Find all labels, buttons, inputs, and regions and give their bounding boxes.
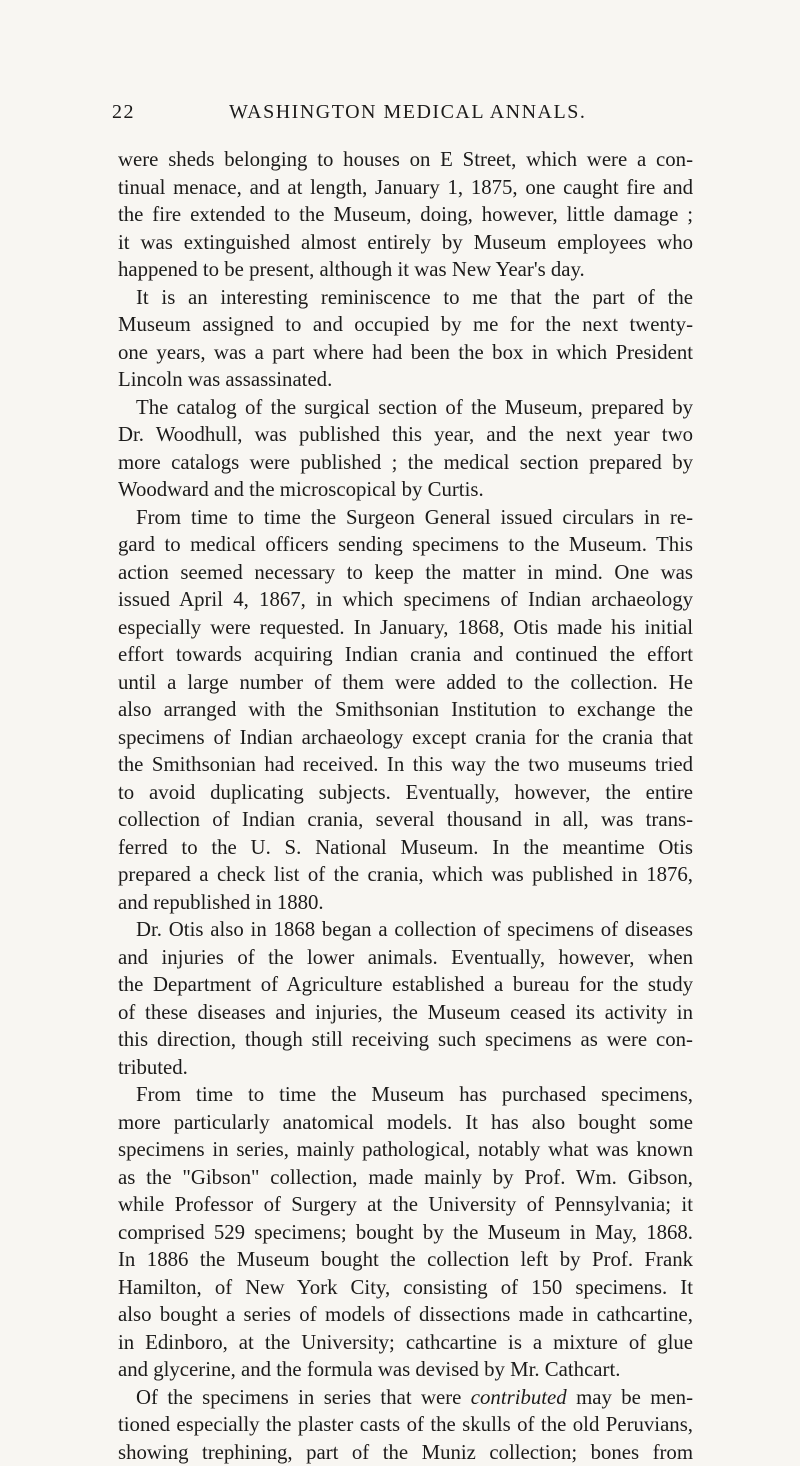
paragraph (118, 1384, 693, 1466)
text-line: It is an interesting reminiscence to me that the part of the (118, 284, 693, 312)
text-line: showing trephining, part of the Muniz collection; bones from (118, 1439, 693, 1466)
text-line: action seemed necessary to keep the matter in mind. One was (118, 559, 693, 587)
text-line: gard to medical officers sending specimens to the Museum. This (118, 531, 693, 559)
text-line: The catalog of the surgical section of the Museum, prepared by (118, 394, 693, 422)
text-line: tinual menace, and at length, January 1, 1875, one caught fire and (118, 174, 693, 202)
text-line: specimens of Indian archaeology except crania for the crania that (118, 724, 693, 752)
text-line: also bought a series of models of dissections made in cathcartine, (118, 1301, 693, 1329)
paragraph (118, 916, 693, 1081)
text-line: more particularly anatomical models. It has also bought some (118, 1109, 693, 1137)
text-line: the Smithsonian had received. In this way the two museums tried (118, 751, 693, 779)
text-line: this direction, though still receiving such specimens as were con- (118, 1026, 693, 1054)
text-line: prepared a check list of the crania, which was published in 1876, (118, 861, 693, 889)
text-line: more catalogs were published ; the medical section prepared by (118, 449, 693, 477)
paragraph (118, 1081, 693, 1384)
text-line: collection of Indian crania, several thousand in all, was trans- (118, 806, 693, 834)
text-line: Museum assigned to and occupied by me for the next twenty- (118, 311, 693, 339)
text-line: specimens in series, mainly pathological, notably what was known (118, 1136, 693, 1164)
paragraph (118, 394, 693, 504)
text-line: Woodward and the microscopical by Curtis. (118, 476, 693, 504)
text-line: were sheds belonging to houses on E Street, which were a con- (118, 146, 693, 174)
text-line: ferred to the U. S. National Museum. In the meantime Otis (118, 834, 693, 862)
text-line: it was extinguished almost entirely by Museum employees who (118, 229, 693, 257)
text-line: comprised 529 specimens; bought by the Museum in May, 1868. (118, 1219, 693, 1247)
text-line: and injuries of the lower animals. Eventually, however, when (118, 944, 693, 972)
text-line: the fire extended to the Museum, doing, however, little damage ; (118, 201, 693, 229)
text-line: From time to time the Museum has purchased specimens, (118, 1081, 693, 1109)
text-line: tributed. (118, 1054, 693, 1082)
emphasized-word: contributed (471, 1386, 567, 1409)
text-line: in Edinboro, at the University; cathcartine is a mixture of glue (118, 1329, 693, 1357)
text-line: Lincoln was assassinated. (118, 366, 693, 394)
text-line: one years, was a part where had been the box in which President (118, 339, 693, 367)
text-line: issued April 4, 1867, in which specimens of Indian archaeology (118, 586, 693, 614)
text-line: In 1886 the Museum bought the collection left by Prof. Frank (118, 1246, 693, 1274)
text-line: while Professor of Surgery at the University of Pennsylvania; it (118, 1191, 693, 1219)
body-text (118, 146, 693, 1466)
text-line: of these diseases and injuries, the Museum ceased its activity in (118, 999, 693, 1027)
text-line: happened to be present, although it was New Year's day. (118, 256, 693, 284)
text-line: Dr. Woodhull, was published this year, and the next year two (118, 421, 693, 449)
text-line: to avoid duplicating subjects. Eventually, however, the entire (118, 779, 693, 807)
text-line: as the "Gibson" collection, made mainly by Prof. Wm. Gibson, (118, 1164, 693, 1192)
paragraph (118, 504, 693, 917)
text-line: until a large number of them were added to the collection. He (118, 669, 693, 697)
text-line: also arranged with the Smithsonian Institution to exchange the (118, 696, 693, 724)
text-line: From time to time the Surgeon General issued circulars in re- (118, 504, 693, 532)
text-line: especially were requested. In January, 1868, Otis made his initial (118, 614, 693, 642)
paragraph (118, 146, 693, 284)
paragraph (118, 284, 693, 394)
text-line: Of the specimens in series that were contributed may be men- (118, 1384, 693, 1412)
running-head-title: WASHINGTON MEDICAL ANNALS. (229, 101, 586, 124)
text-line: Hamilton, of New York City, consisting of 150 specimens. It (118, 1274, 693, 1302)
page-number: 22 (112, 101, 135, 124)
text-line: the Department of Agriculture established a bureau for the study (118, 971, 693, 999)
text-line: effort towards acquiring Indian crania and continued the effort (118, 641, 693, 669)
text-line: and glycerine, and the formula was devised by Mr. Cathcart. (118, 1356, 693, 1384)
text-line: tioned especially the plaster casts of the skulls of the old Peruvians, (118, 1411, 693, 1439)
text-line: and republished in 1880. (118, 889, 693, 917)
running-head (112, 101, 692, 129)
text-line: Dr. Otis also in 1868 began a collection of specimens of diseases (118, 916, 693, 944)
